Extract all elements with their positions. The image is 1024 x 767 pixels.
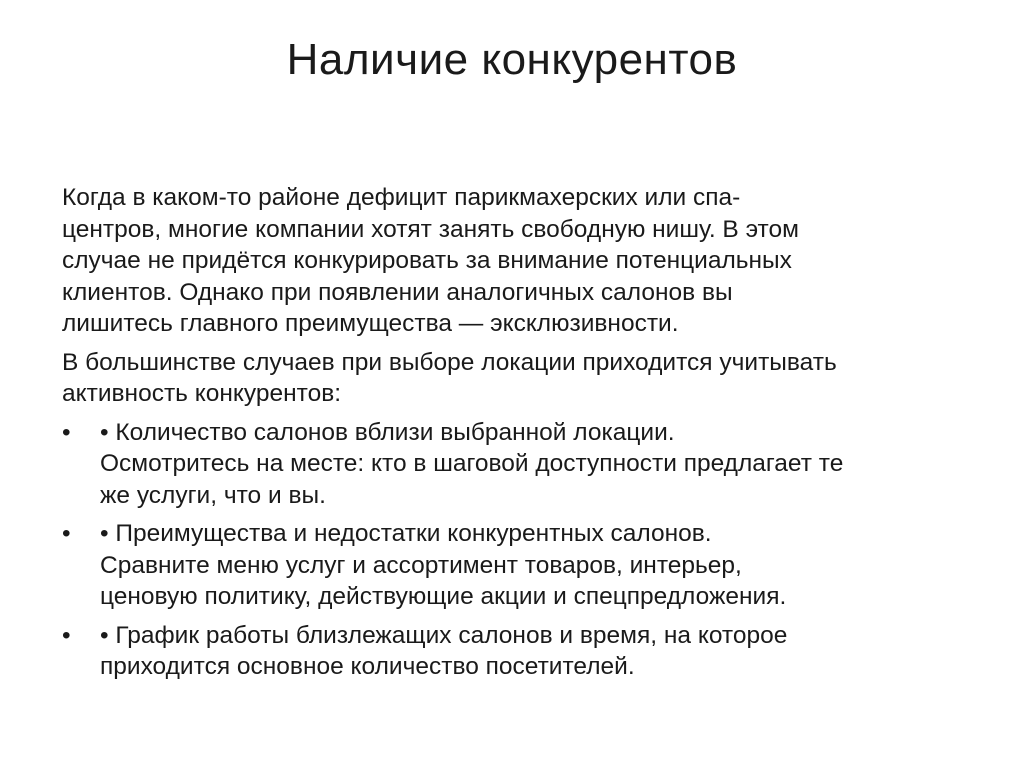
list-item bbox=[62, 620, 972, 683]
slide-body bbox=[62, 182, 972, 690]
intro-paragraph: Когда в каком-то районе дефицит парикмахерских или спа- центров, многие компании хотят занять свободную нишу. В этом случае не придётся конкурировать за внимание потенциальных клиентов. Однако при появлении аналогичных салонов вы лишитесь главного преимущества — эксклюзивности. bbox=[62, 184, 799, 337]
list-item bbox=[62, 417, 972, 512]
bullet-icon: • bbox=[62, 418, 71, 446]
lead-in-paragraph: В большинстве случаев при выборе локации приходится учитывать активность конкурентов: bbox=[62, 348, 837, 407]
list-item-text: • Количество салонов вблизи выбранной локации. Осмотритесь на месте: кто в шаговой доступности предлагает те же услуги, что и вы. bbox=[100, 418, 844, 509]
list-item bbox=[62, 518, 972, 613]
list-item-text: • Преимущества и недостатки конкурентных салонов. Сравните меню услуг и ассортимент товаров, интерьер, ценовую политику, действующие акции и спецпредложения. bbox=[100, 520, 787, 610]
bullet-icon: • bbox=[62, 621, 71, 649]
slide-title: Наличие конкурентов bbox=[286, 35, 738, 84]
bullet-icon: • bbox=[62, 520, 71, 547]
list-item-text: • График работы близлежащих салонов и время, на которое приходится основное количество посетителей. bbox=[100, 621, 788, 680]
